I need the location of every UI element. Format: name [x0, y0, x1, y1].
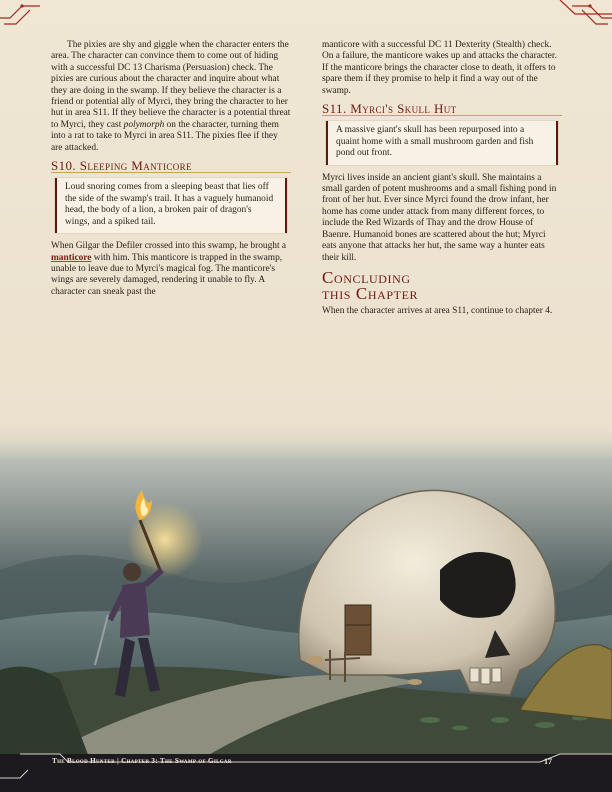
manticore-link[interactable]: manticore — [51, 252, 92, 263]
left-column — [51, 40, 291, 304]
stealth-paragraph: manticore with a successful DC 11 Dexterity (Stealth) check. On a failure, the manticore wakes up and attacks the character. If the manticore brings the character close to death, it offers to spare them if they promise to help it find a way out of the swamp. — [322, 40, 557, 96]
s11-box-text: A massive giant's skull has been repurposed into a quaint home with a small mushroom garden and fish pond out front. — [336, 125, 534, 159]
page-number: 17 — [544, 757, 552, 766]
conclusion-paragraph: When the character arrives at area S11, continue to chapter 4. — [322, 305, 553, 316]
manticore-text-end: with him. This manticore is trapped in the swamp, unable to leave due to Myrci's magical fog. The manticore's wings are severely damaged, rendering it unable to fly. A character can sneak past the — [51, 252, 283, 297]
myrci-paragraph: Myrci lives inside an ancient giant's skull. She maintains a small garden of potent mushrooms and a small fishing pond in front of her hut. Ever since Myrci found the drow infant, her home has come under attack from many different forces, to include the Red Wizards of Thay and the drow House of Baenre. Humanoid bones are scattered about the hut; Myrci eats anyone that attacks her hut, the same way a hunter eats their kill. — [322, 172, 557, 263]
pixies-text: The pixies are shy and giggle when the character enters the area. The character can convince them to come out of hiding with a successful DC 13 Charisma (Persuasion) check. The pixies are curious about the character and inquire about what they are doing in the swamp. If they believe the character is a friend or potential ally of Myrci, they bring the character to her hut in area S11. If they believe the character is a potential threat to Myrci, they cast — [51, 40, 291, 130]
s10-heading: S10. Sleeping Manticore — [51, 160, 291, 173]
pixies-text-end: on the character, turning them into a rat to take to Myrci in area S11. The pixies flee if they are attacked. — [51, 119, 279, 153]
footer-bar — [0, 748, 612, 792]
s10-read-aloud-box — [55, 178, 287, 233]
s11-heading: S11. Myrci's Skull Hut — [322, 103, 562, 116]
polymorph-spell: polymorph — [123, 119, 165, 130]
skull-hut-illustration — [0, 420, 612, 760]
concluding-heading-line1: Concluding — [322, 267, 411, 287]
concluding-heading-line2: this Chapter — [322, 283, 419, 303]
s11-read-aloud-box — [326, 121, 558, 164]
right-column — [322, 40, 562, 323]
manticore-text: When Gilgar the Defiler crossed into this swamp, he brought a — [51, 241, 287, 252]
pixies-paragraph — [51, 40, 291, 154]
footer-title: The Blood Hunter | Chapter 3: The Swamp of Gilgar — [52, 757, 232, 765]
s10-box-text: Loud snoring comes from a sleeping beast that lies off the side of the swamp's trail. It has a vaguely humanoid head, the body of a lion, a broken pair of dragon's wings, and a spiked tail. — [65, 182, 274, 227]
concluding-heading — [322, 267, 562, 303]
manticore-paragraph — [51, 241, 291, 298]
ornate-corner-icon — [0, 0, 612, 40]
